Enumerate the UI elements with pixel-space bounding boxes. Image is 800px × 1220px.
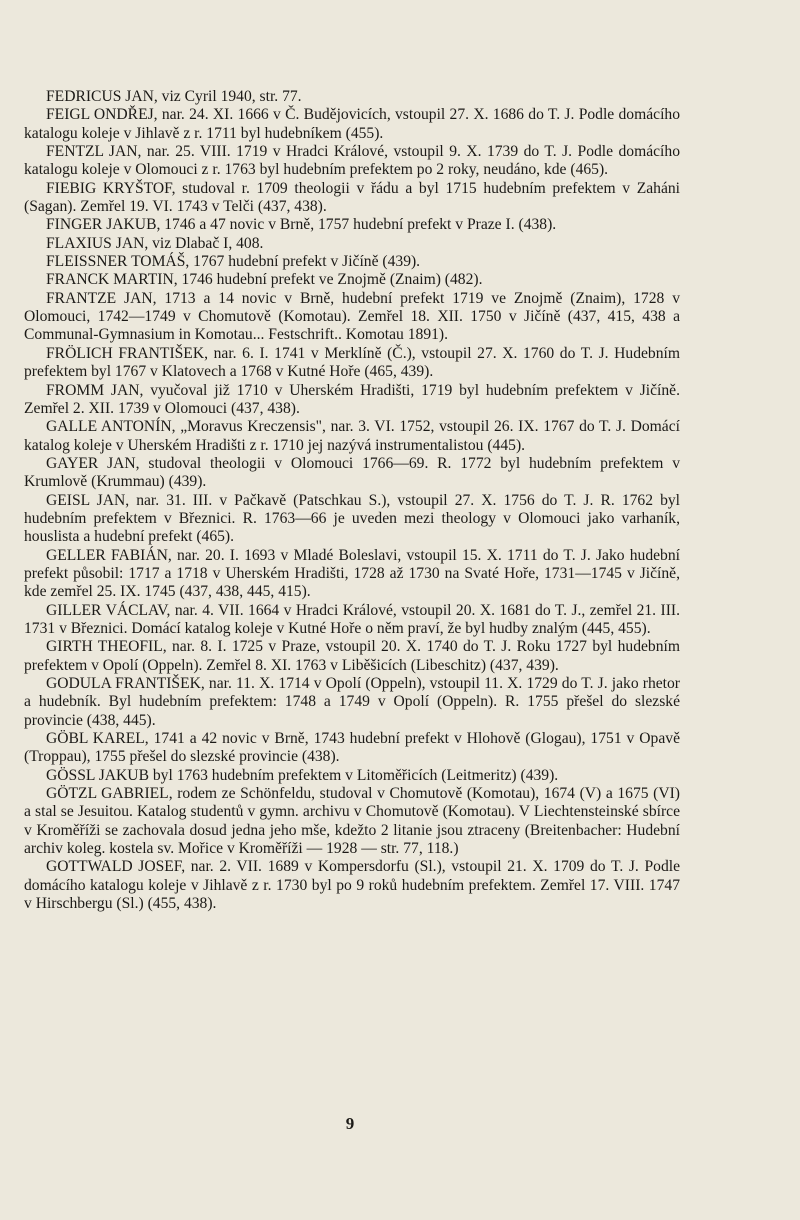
entry-fedricus: FEDRICUS JAN, viz Cyril 1940, str. 77. [46, 88, 302, 105]
entry-franck: FRANCK MARTIN, 1746 hudební prefekt ve Znojmě (Znaim) (482). [46, 271, 483, 289]
entry-geisl: GEISL JAN, nar. 31. III. v Pačkavě (Patschkau S.), vstoupil 27. X. 1756 do T. J. R. 1762 byl hudebním prefektem v Březnici. R. 1763—66 je uveden mezi theology v Olomouci jako varhaník, houslista a hudební prefekt (465). [24, 491, 680, 546]
entry-gobl: GÖBL KAREL, 1741 a 42 novic v Brně, 1743 hudební prefekt v Hlohově (Glogau), 1751 v Opavě (Troppau), 1755 přešel do slezské provincie (438). [24, 730, 680, 766]
entry-finger: FINGER JAKUB, 1746 a 47 novic v Brně, 1757 hudební prefekt v Praze I. (438). [46, 216, 557, 234]
entry-gottwald: GOTTWALD JOSEF, nar. 2. VII. 1689 v Kompersdorfu (Sl.), vstoupil 21. X. 1709 do T. J. Podle domácího katalogu koleje v Jihlavě z r. 1730 byl po 9 roků hudebním prefektem. Zemřel 17. VIII. 1747 v Hirschbergu (Sl.) (455, 438). [24, 858, 680, 913]
entry-flaxius: FLAXIUS JAN, viz Dlabač I, 408. [46, 234, 264, 252]
document-body [24, 88, 680, 913]
entry-girth: GIRTH THEOFIL, nar. 8. I. 1725 v Praze, vstoupil 20. X. 1740 do T. J. Roku 1727 byl hudebním prefektem v Opolí (Oppeln). Zemřel 8. XI. 1763 v Liběšicích (Libeschitz) (437, 439). [24, 638, 680, 674]
entry-giller: GILLER VÁCLAV, nar. 4. VII. 1664 v Hradci Králové, vstoupil 20. X. 1681 do T. J., zemřel 21. III. 1731 v Březnici. Domácí katalog koleje v Kutné Hoře o něm praví, že byl hudby znalým (445, 455). [24, 601, 680, 637]
entry-gossl: GÖSSL JAKUB byl 1763 hudebním prefektem v Litoměřicích (Leitmeritz) (439). [46, 766, 559, 784]
entry-fromm: FROMM JAN, vyučoval již 1710 v Uherském Hradišti, 1719 byl hudebním prefektem v Jičíně. Zemřel 2. XII. 1739 v Olomouci (437, 438). [24, 381, 680, 417]
entry-galle: GALLE ANTONÍN, „Moravus Kreczensis", nar. 3. VI. 1752, vstoupil 26. IX. 1767 do T. J. Domácí katalog koleje v Uherském Hradišti z r. 1710 jej nazývá instrumentalistou (445). [24, 418, 680, 454]
entry-godula: GODULA FRANTIŠEK, nar. 11. X. 1714 v Opolí (Oppeln), vstoupil 11. X. 1729 do T. J. jako rhetor a hudebník. Byl hudebním prefektem: 1748 a 1749 v Opolí (Oppeln). R. 1755 přešel do slezské provincie (438, 445). [24, 675, 680, 729]
entry-fentzl: FENTZL JAN, nar. 25. VIII. 1719 v Hradci Králové, vstoupil 9. X. 1739 do T. J. Podle domácího katalogu koleje v Olomouci z r. 1763 byl hudebním prefektem po 2 roky, neudáno, kde (465). [24, 143, 680, 179]
entry-fleissner: FLEISSNER TOMÁŠ, 1767 hudební prefekt v Jičíně (439). [46, 253, 421, 271]
entry-frolich: FRÖLICH FRANTIŠEK, nar. 6. I. 1741 v Merklíně (Č.), vstoupil 27. X. 1760 do T. J. Hudebním prefektem byl 1767 v Klatovech a 1768 v Kutné Hoře (465, 439). [24, 344, 680, 381]
page-number: 9 [345, 1114, 355, 1133]
entry-gayer: GAYER JAN, studoval theologii v Olomouci 1766—69. R. 1772 byl hudebním prefektem v Krumlově (Krummau) (439). [24, 454, 680, 491]
entry-frantze: FRANTZE JAN, 1713 a 14 novic v Brně, hudební prefekt 1719 ve Znojmě (Znaim), 1728 v Olomouci, 1742—1749 v Chomutově (Komotau). Zemřel 18. XII. 1750 v Jičíně (437, 415, 438 a Communal-Gymnasium in Komotau... Festschrift.. Komotau 1891). [24, 289, 680, 344]
entry-gotzl: GÖTZL GABRIEL, rodem ze Schönfeldu, studoval v Chomutově (Komotau), 1674 (V) a 1675 (VI) a stal se Jesuitou. Katalog studentů v gymn. archivu v Chomutově (Komotau). V Liechtensteinské sbírce v Kroměříži se zachovala dosud jedna jeho mše, kdežto 2 litanie jsou ztraceny (Breitenbacher: Hudební archiv koleg. kostela sv. Mořice v Kroměříži — 1928 — str. 77, 118.) [24, 785, 680, 858]
entry-feigl: FEIGL ONDŘEJ, nar. 24. XI. 1666 v Č. Budějovicích, vstoupil 27. X. 1686 do T. J. Podle domácího katalogu koleje v Jihlavě z r. 1711 byl hudebníkem (455). [24, 106, 680, 142]
entry-fiebig: FIEBIG KRYŠTOF, studoval r. 1709 theologii v řádu a byl 1715 hudebním prefektem v Zaháni (Sagan). Zemřel 19. VI. 1743 v Telči (437, 438). [24, 179, 680, 216]
entry-geller: GELLER FABIÁN, nar. 20. I. 1693 v Mladé Boleslavi, vstoupil 15. X. 1711 do T. J. Jako hudební prefekt působil: 1717 a 1718 v Uherském Hradišti, 1728 až 1730 na Svaté Hoře, 1731—1745 v Jičíně, kde zemřel 25. IX. 1745 (437, 438, 445, 415). [24, 546, 680, 601]
